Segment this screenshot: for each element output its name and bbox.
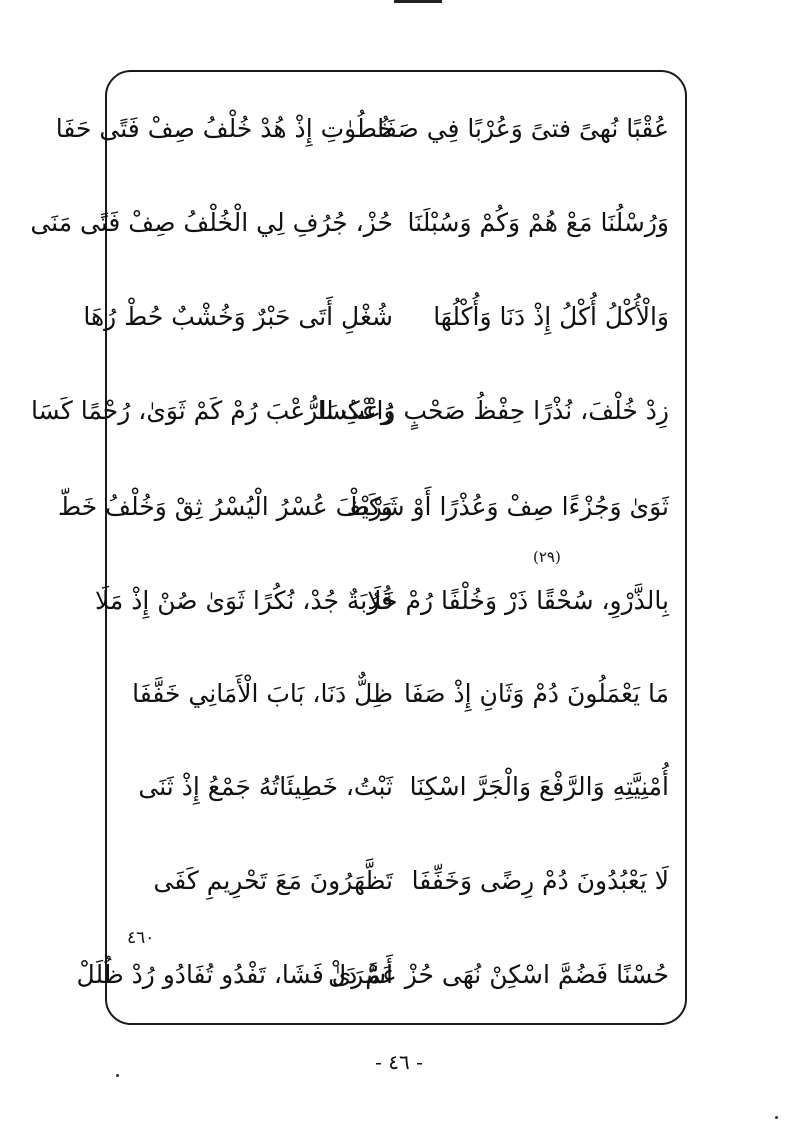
verse-row [76, 945, 687, 1005]
verse-row [105, 851, 687, 911]
page-number: - ٤٦ - [375, 1050, 423, 1074]
verse-row [105, 664, 687, 724]
verse-first-hemistich: وَرُسْلُنَا مَعْ هُمْ وَكُمْ وَسُبْلَنَا [407, 208, 669, 237]
verse-first-hemistich: لَا يَعْبُدُونَ دُمْ رِضًى وَخَفِّفَا [411, 866, 669, 895]
verse-first-hemistich: أُمْنِيَّتِهِ وَالرَّفْعَ وَالْجَرَّ اسْكِنَا [409, 772, 669, 801]
verse-row [30, 381, 687, 441]
verse-first-hemistich: وَالْأُكْلُ أُكْلُ إِذْ دَنَا وَأُكْلُهَا [433, 302, 669, 331]
top-rule [394, 0, 442, 3]
verse-second-hemistich: خُطُوٰتِ إِذْ هُدْ خُلْفُ صِفْ فَتًى حَفَا [55, 114, 393, 143]
verse-row [57, 477, 687, 537]
verse-second-hemistich: تَظَّهَرُونَ مَعَ تَحْرِيمِ كَفَى [153, 866, 393, 895]
verse-second-hemistich: رُعْبُ الرُّعْبَ رُمْ كَمْ ثَوَىٰ، رُحْمًا كَسَا [30, 396, 393, 425]
verse-second-hemistich: قُرُبَةٌ جُدْ، نُكُرًا ثَوَىٰ صُنْ إِذْ مَلَا [94, 586, 393, 615]
verse-first-hemistich: بِالذَّرْوِ، سُحْقًا ذَرْ وَخُلْفًا رُمْ خَلَا [367, 586, 669, 615]
verse-first-hemistich: حُسْنًا فَضُمَّ اسْكِنْ نُهَى حُزْ عَمَّ دَلْ [327, 960, 669, 989]
verse-first-hemistich: ثَوَىٰ وَجُزْءًا صِفْ وَعُذْرًا أَوْ شَرْطْ [346, 492, 669, 521]
verse-first-hemistich: عُقْبًا نُهىً فتىً وَعُرْبًا فِي صَفَا [377, 114, 669, 143]
verse-first-hemistich: زِدْ خُلْفَ، نُذْرًا حِفْظُ صَحْبٍ وَاعْكِسَا [317, 396, 669, 425]
verse-first-hemistich: مَا يَعْمَلُونَ دُمْ وَثَانِ إِذْ صَفَا [404, 679, 669, 708]
verse-row [105, 757, 687, 817]
verse-second-hemistich: أَسْرَىٰ فَشَا، تَفْدُو تُفَادُو رُدْ ظُلَلْ [76, 960, 393, 989]
verse-second-hemistich: ثَبْتُ، خَطِيئَاتُهُ جَمْعُ إِذْ ثَنَى [138, 772, 393, 801]
stray-dot [116, 1074, 119, 1077]
verse-row [55, 99, 687, 159]
verse-number: (٢٩) [533, 548, 561, 566]
stray-dot [775, 1116, 778, 1119]
line-count: ٤٦٠ [127, 928, 155, 948]
verse-second-hemistich: وَكَيْفَ عُسْرُ الْيُسْرُ ثِقْ وَخُلْفُ خَطّ [57, 492, 393, 521]
verse-second-hemistich: حُزْ، جُرُفِ لِي الْخُلْفُ صِفْ فَتًى مَنَى [30, 208, 393, 237]
verse-row [94, 571, 687, 631]
verse-row [30, 193, 687, 253]
verse-second-hemistich: شُغْلِ أَتَى حَبْرٌ وَخُشْبٌ حُطْ رُهَا [83, 302, 393, 331]
verse-second-hemistich: ظِلٌّ دَنَا، بَابَ الْأَمَانِي خَفَّفَا [132, 679, 393, 708]
verse-row [83, 287, 687, 347]
